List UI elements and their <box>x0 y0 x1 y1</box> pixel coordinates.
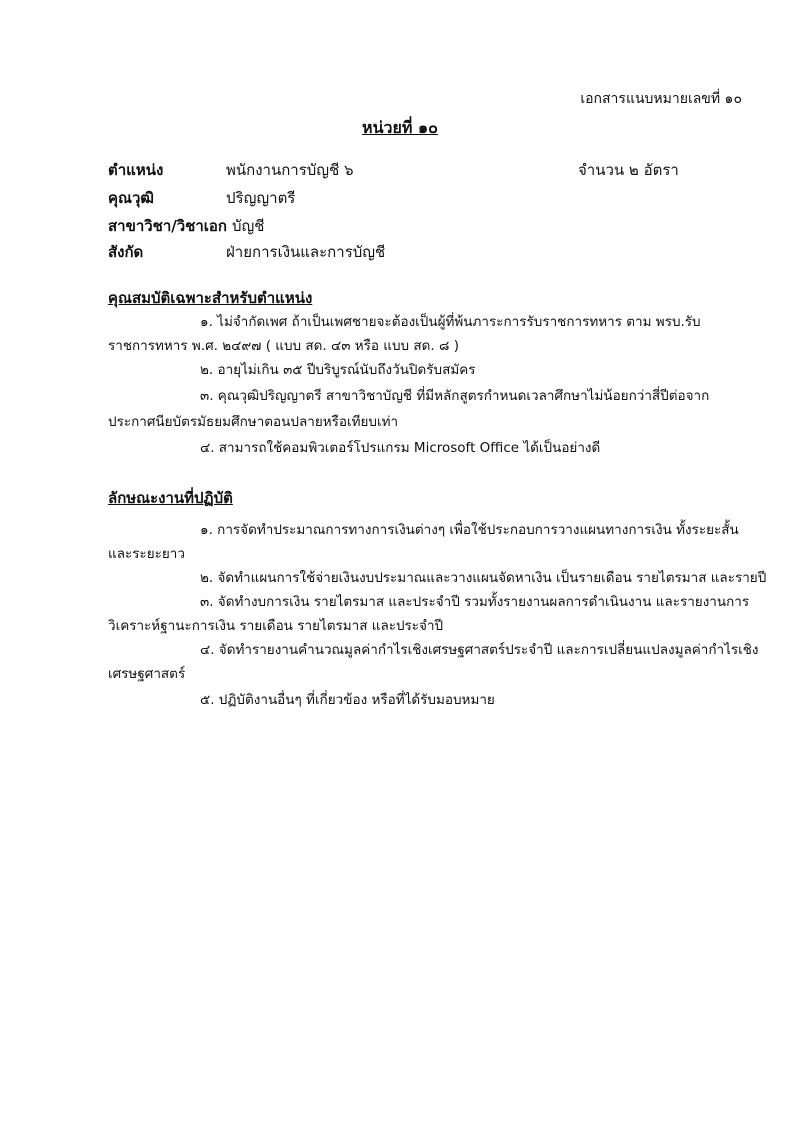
position-label: ตำแหน่ง <box>108 161 164 179</box>
duty-line: และระยะยาว <box>108 546 185 562</box>
vacancy-count: จำนวน ๒ อัตรา <box>578 161 679 179</box>
duty-line: ๓. จัดทำงบการเงิน รายไตรมาส และประจำปี รวมทั้งรายงานผลการดำเนินงาน และรายงานการ <box>200 594 750 610</box>
qualification-line: ๔. สามารถใช้คอมพิวเตอร์โปรแกรม Microsoft Office ได้เป็นอย่างดี <box>200 440 601 456</box>
major-label: สาขาวิชา/วิชาเอก <box>108 217 228 235</box>
qualification-line: ๑. ไม่จำกัดเพศ ถ้าเป็นเพศชายจะต้องเป็นผู้ที่พ้นภาระการรับราชการทหาร ตาม พรบ.รับ <box>200 314 701 330</box>
unit-title <box>0 116 800 141</box>
duty-line: เศรษฐศาสตร์ <box>108 666 186 682</box>
duty-line: ๑. การจัดทำประมาณการทางการเงินต่างๆ เพื่อใช้ประกอบการวางแผนทางการเงิน ทั้งระยะสั้น <box>200 522 739 538</box>
duty-line: วิเคราะห์ฐานะการเงิน รายเดือน รายไตรมาส และประจำปี <box>108 618 444 634</box>
qualification-value: ปริญญาตรี <box>226 189 296 207</box>
duty-line: ๒. จัดทำแผนการใช้จ่ายเงินงบประมาณและวางแผนจัดหาเงิน เป็นรายเดือน รายไตรมาส และรายปี <box>200 570 767 586</box>
qualification-label: คุณวุฒิ <box>108 189 154 207</box>
qualification-line: ๓. คุณวุฒิปริญญาตรี สาขาวิชาบัญชี ที่มีหลักสูตรกำหนดเวลาศึกษาไม่น้อยกว่าสี่ปีต่อจาก <box>200 388 710 404</box>
department-value: ฝ่ายการเงินและการบัญชี <box>226 243 386 261</box>
duty-line: ๕. ปฏิบัติงานอื่นๆ ที่เกี่ยวข้อง หรือที่ได้รับมอบหมาย <box>200 692 495 708</box>
attachment-number: เอกสารแนบหมายเลขที่ ๑๐ <box>580 91 742 107</box>
duty-line: ๔. จัดทำรายงานคำนวณมูลค่ากำไรเชิงเศรษฐศาสตร์ประจำปี และการเปลี่ยนแปลงมูลค่ากำไรเชิง <box>200 642 759 658</box>
major-value: บัญชี <box>232 217 265 235</box>
qualification-line: ราชการทหาร พ.ศ. ๒๔๙๗ ( แบบ สด. ๔๓ หรือ แบบ สด. ๘ ) <box>108 338 459 354</box>
unit-title-text: หน่วยที่ ๑๐ <box>362 118 438 137</box>
department-label: สังกัด <box>108 243 144 261</box>
position-value: พนักงานการบัญชี ๖ <box>226 161 354 179</box>
qualification-line: ๒. อายุไม่เกิน ๓๕ ปีบริบูรณ์นับถึงวันปิดรับสมัคร <box>200 362 476 378</box>
qualification-line: ประกาศนียบัตรมัธยมศึกษาตอนปลายหรือเทียบเท่า <box>108 414 399 430</box>
duties-heading: ลักษณะงานที่ปฏิบัติ <box>108 489 233 507</box>
qualifications-heading: คุณสมบัติเฉพาะสำหรับตำแหน่ง <box>108 289 313 307</box>
